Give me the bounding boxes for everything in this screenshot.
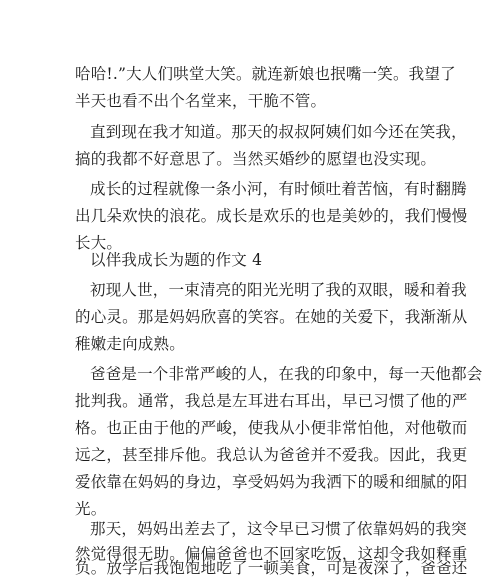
text-line: 稚嫩走向成熟。	[75, 335, 185, 353]
text-line: 长大。	[75, 234, 123, 252]
text-line: 批判我。通常，我总是左耳进右耳出，早已习惯了他的严	[75, 392, 468, 410]
text-line: 光。	[75, 500, 107, 518]
text-line: 出几朵欢快的浪花。成长是欢乐的也是美妙的，我们慢慢	[75, 207, 468, 225]
text-line: 搞的我都不好意思了。当然买婚纱的愿望也没实现。	[75, 150, 437, 168]
text-line: 那天，妈妈出差去了，这令早已习惯了依靠妈妈的我突	[90, 520, 467, 538]
text-line: 直到现在我才知道。那天的叔叔阿姨们如今还在笑我，	[90, 123, 467, 141]
text-line: 成长的过程就像一条小河，有时倾吐着苦恼，有时翻腾	[90, 180, 467, 198]
text-line: 初现人世，一束清亮的阳光光明了我的双眼，暖和着我	[90, 281, 467, 299]
text-line-partial: 负。放学后我饱饱地吃了一顿美食，可是夜深了，爸爸还	[75, 559, 468, 577]
text-line: 远之，甚至排斥他。我总认为爸爸并不爱我。因此，我更	[75, 446, 468, 464]
text-line: 然觉得很无助。偏偏爸爸也不回家吃饭，这却令我如释重	[75, 545, 468, 563]
text-line: 格。也正由于他的严峻，使我从小便非常怕他，对他敬而	[75, 419, 468, 437]
text-line: 的心灵。那是妈妈欣喜的笑容。在她的关爱下，我渐渐从	[75, 308, 468, 326]
section-heading: 以伴我成长为题的作文 4	[90, 251, 263, 269]
text-line: 半天也看不出个名堂来，干脆不管。	[75, 92, 327, 110]
text-line: 爱依靠在妈妈的身边，享受妈妈为我洒下的暖和细腻的阳	[75, 473, 468, 491]
text-line: 哈哈!.”大人们哄堂大笑。就连新娘也抿嘴一笑。我望了	[75, 65, 456, 83]
text-line: 爸爸是一个非常严峻的人，在我的印象中，每一天他都会	[90, 365, 483, 383]
